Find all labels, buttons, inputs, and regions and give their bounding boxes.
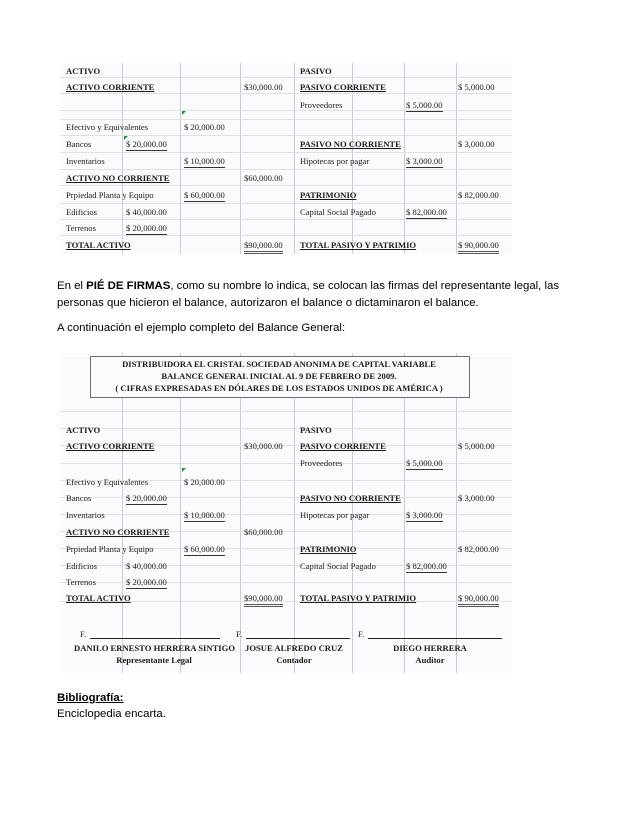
signer-auditor-name: DIEGO HERRERA [393,643,467,653]
terrenos-label: Terrenos [66,577,96,587]
efectivo-label: Efectivo y Equivalentes [66,122,149,132]
comment-marker-icon [124,136,128,140]
activo-corriente-total: $30,000.00 [244,82,283,92]
activo-corriente-heading: ACTIVO CORRIENTE [66,82,155,92]
pie-de-firmas-term: PIÉ DE FIRMAS [86,280,171,292]
intro-paragraph: A continuación el ejemplo completo del Balance General: [57,322,346,334]
capital-label: Capital Social Pagado [300,561,376,571]
terrenos-label: Terrenos [66,223,96,233]
pasivo-corriente-total: $ 5,000.00 [458,441,495,451]
bancos-label: Bancos [66,493,92,503]
proveedores-label: Proveedores [300,100,343,110]
comment-marker-icon [182,468,186,472]
inventarios-value: $ 10,000.00 [184,156,225,166]
p1-after: , como su nombre lo indica, se colocan las firmas del representante legal, las personas que hicieron el balance, autorizaron el balance o dictaminaron el balance. [57,280,560,309]
patrimonio-total: $ 82,000.00 [458,190,499,200]
terrenos-value: $ 20,000.00 [126,223,167,233]
proveedores-value: $ 5,000.00 [406,100,443,110]
pasivo-corriente-heading: PASIVO CORRIENTE [300,82,386,92]
hipotecas-value: $ 3,000.00 [406,510,443,520]
total-activo-value: $90,000.00 [244,240,283,254]
edificios-value: $ 40,000.00 [126,561,167,571]
total-activo-label: TOTAL ACTIVO [66,593,131,603]
capital-value: $ 82,000.00 [406,207,447,217]
hipotecas-label: Hipotecas por pagar [300,510,370,520]
balance-sheet-partial [60,63,512,254]
signer-auditor-role: Auditor [415,655,445,665]
signer-contador-name: JOSUE ALFREDO CRUZ [245,643,343,653]
efectivo-label: Efectivo y Equivalentes [66,477,149,487]
edificios-value: $ 40,000.00 [126,207,167,217]
bibliografia-heading: Bibliografía: [57,692,124,704]
total-pasivo-value: $ 90,000.00 [458,240,499,254]
pasivo-corriente-total: $ 5,000.00 [458,82,495,92]
pasivo-no-corriente-heading: PASIVO NO CORRIENTE [300,493,401,503]
signature-f-label: F. [236,629,243,639]
edificios-label: Edificios [66,561,98,571]
hipotecas-label: Hipotecas por pagar [300,156,370,166]
patrimonio-total: $ 82,000.00 [458,544,499,554]
total-activo-label: TOTAL ACTIVO [66,240,131,250]
total-pasivo-label: TOTAL PASIVO Y PATRIMIO [300,240,417,250]
inventarios-label: Inventarios [66,156,105,166]
total-pasivo-label: TOTAL PASIVO Y PATRIMIO [300,593,417,603]
pasivo-heading: PASIVO [300,425,332,435]
bancos-value: $ 20,000.00 [126,493,167,503]
ppe-value: $ 60,000.00 [184,544,225,554]
signer-contador-role: Contador [276,655,312,665]
proveedores-value: $ 5,000.00 [406,458,443,468]
balance-sheet-complete [60,353,512,673]
pasivo-heading: PASIVO [300,66,332,76]
signature-line [90,638,220,639]
signer-representante-name: DANILO ERNESTO HERRERA SINTIGO [74,643,236,653]
pasivo-no-corriente-total: $ 3,000.00 [458,493,495,503]
capital-label: Capital Social Pagado [300,207,376,217]
activo-no-corriente-total: $60,000.00 [244,173,283,183]
pasivo-no-corriente-heading: PASIVO NO CORRIENTE [300,139,401,149]
inventarios-value: $ 10,000.00 [184,510,225,520]
company-name: DISTRIBUIDORA EL CRISTAL SOCIEDAD ANONIMA DE CAPITAL VARIABLE [122,359,436,369]
ppe-value: $ 60,000.00 [184,190,225,200]
ppe-label: Prpiedad Planta y Equipo [66,190,154,200]
activo-no-corriente-heading: ACTIVO NO CORRIENTE [66,527,170,537]
activo-corriente-total: $30,000.00 [244,441,283,451]
patrimonio-heading: PATRIMONIO [300,544,357,554]
signature-f-label: F. [80,629,87,639]
capital-value: $ 82,000.00 [406,561,447,571]
inventarios-label: Inventarios [66,510,105,520]
p1-before: En el [57,280,87,292]
activo-heading: ACTIVO [66,66,101,76]
pasivo-corriente-heading: PASIVO CORRIENTE [300,441,386,451]
activo-no-corriente-total: $60,000.00 [244,527,283,537]
efectivo-value: $ 20,000.00 [184,477,225,487]
pie-de-firmas-paragraph [57,278,597,312]
hipotecas-value: $ 3,000.00 [406,156,443,166]
signature-f-label: F. [358,629,365,639]
balance-title: BALANCE GENERAL INICIAL AL 9 DE FEBRERO DE 2009. [161,371,397,381]
total-activo-value: $90,000.00 [244,593,283,607]
efectivo-value: $ 20,000.00 [184,122,225,132]
proveedores-label: Proveedores [300,458,343,468]
activo-corriente-heading: ACTIVO CORRIENTE [66,441,155,451]
signature-line [246,638,350,639]
patrimonio-heading: PATRIMONIO [300,190,357,200]
ppe-label: Prpiedad Planta y Equipo [66,544,154,554]
pasivo-no-corriente-total: $ 3,000.00 [458,139,495,149]
terrenos-value: $ 20,000.00 [126,577,167,587]
signer-representante-role: Representante Legal [116,655,192,665]
total-pasivo-value: $ 90,000.00 [458,593,499,607]
bancos-label: Bancos [66,139,92,149]
activo-heading: ACTIVO [66,425,101,435]
currency-note: ( CIFRAS EXPRESADAS EN DÓLARES DE LOS ESTADOS UNIDOS DE AMÉRICA ) [115,383,443,393]
bancos-value: $ 20,000.00 [126,139,167,149]
comment-marker-icon [182,111,186,115]
activo-no-corriente-heading: ACTIVO NO CORRIENTE [66,173,170,183]
bibliografia-body: Enciclopedia encarta. [57,708,166,720]
edificios-label: Edificios [66,207,98,217]
signature-line [368,638,502,639]
